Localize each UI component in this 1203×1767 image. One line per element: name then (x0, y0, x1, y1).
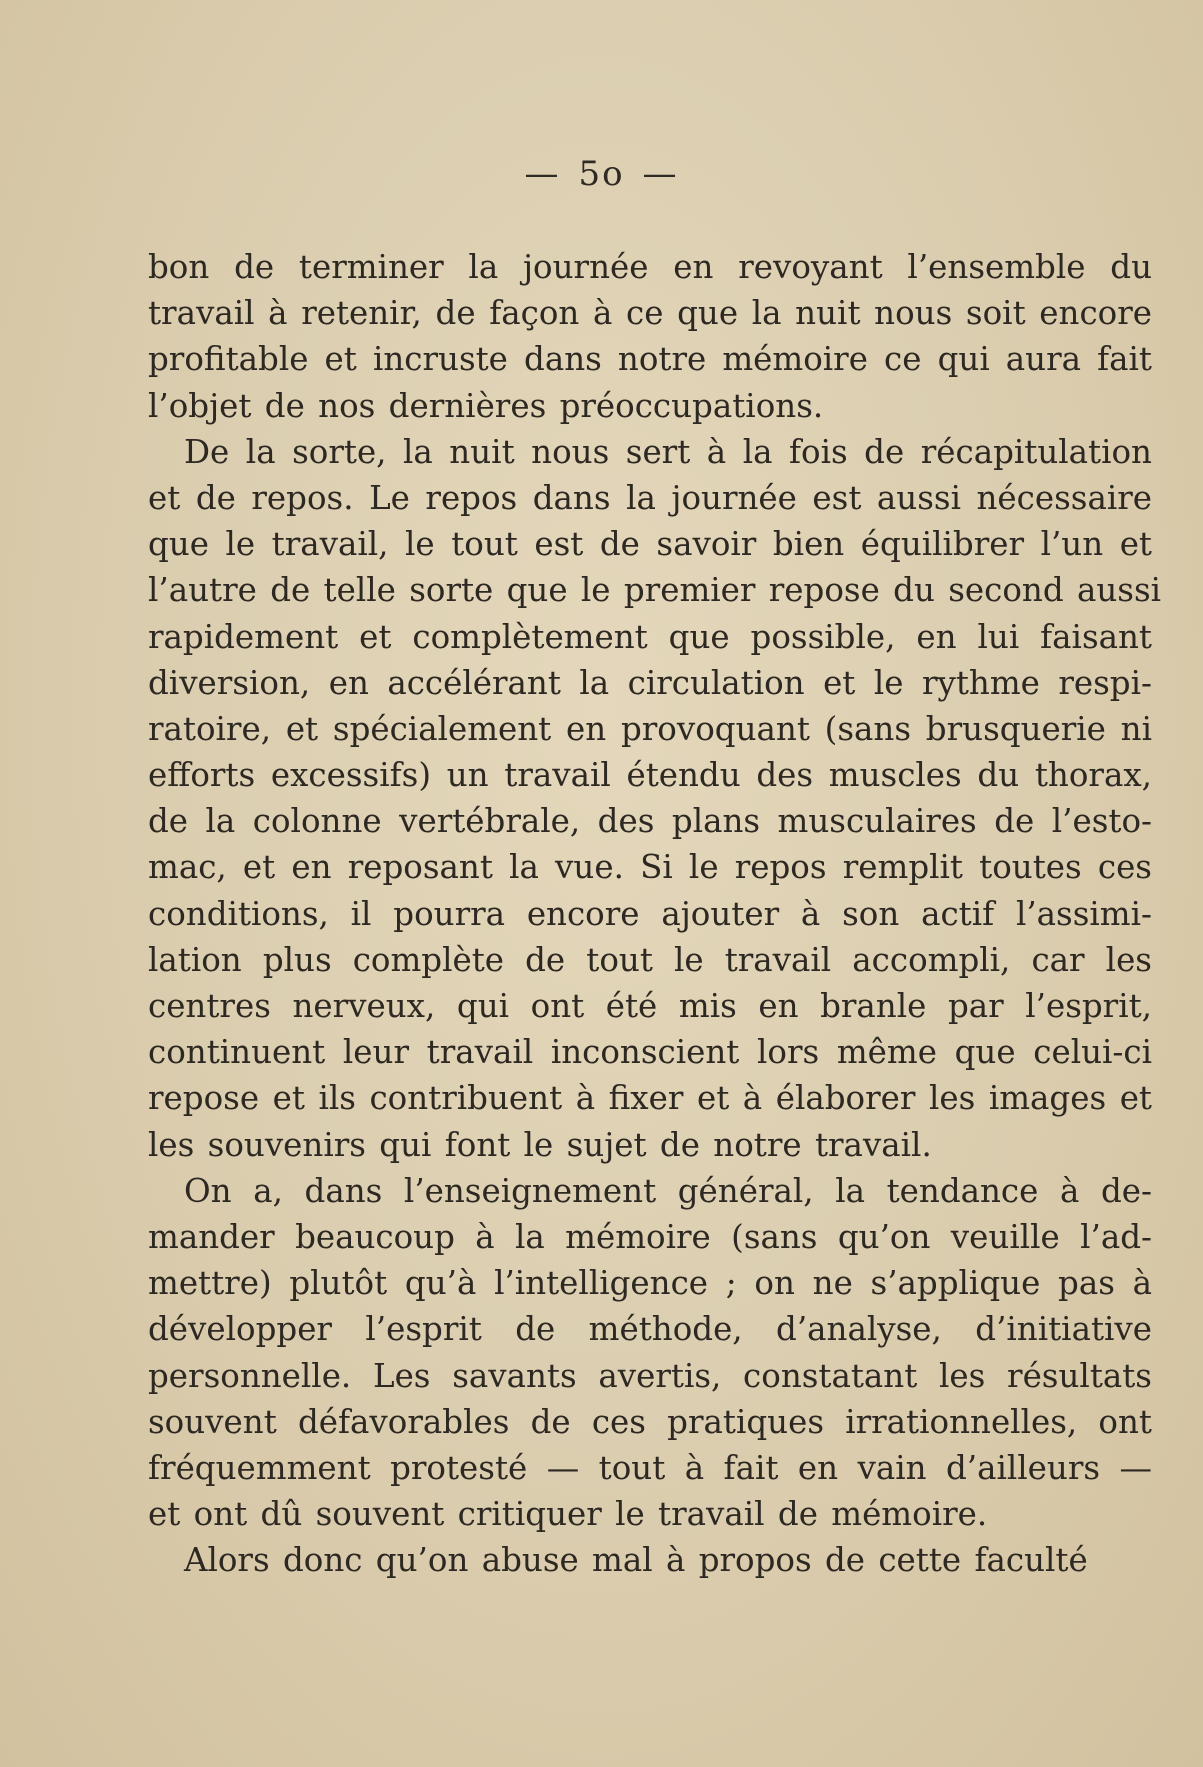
text-line: centres nerveux, qui ont été mis en branle par l’esprit, (148, 987, 1152, 1025)
page-number: 5o (578, 154, 625, 194)
text-line: On a, dans l’enseignement général, la tendance à de- (184, 1171, 1152, 1210)
dash-left: — (524, 154, 561, 194)
text-line: rapidement et complètement que possible, en lui faisant (148, 617, 1152, 656)
text-line: et de repos. Le repos dans la journée est aussi nécessaire (148, 478, 1152, 517)
text-line: profitable et incruste dans notre mémoire ce qui aura fait (148, 340, 1152, 379)
text-line: Alors donc qu’on abuse mal à propos de cette faculté (184, 1541, 1088, 1580)
text-line: l’objet de nos dernières préoccupations. (148, 386, 824, 425)
text-line: l’autre de telle sorte que le premier repose du second aussi (148, 571, 1162, 610)
text-line: lation plus complète de tout le travail accompli, car les (148, 940, 1152, 979)
text-line: travail à retenir, de façon à ce que la nuit nous soit encore (148, 294, 1152, 333)
text-line: que le travail, le tout est de savoir bien équilibrer l’un et (148, 525, 1152, 564)
text-line: de la colonne vertébrale, des plans musculaires de l’esto- (148, 802, 1152, 841)
text-line: mac, et en reposant la vue. Si le repos remplit toutes ces (148, 848, 1152, 887)
text-line: repose et ils contribuent à fixer et à élaborer les images et (148, 1079, 1152, 1118)
text-line: ratoire, et spécialement en provoquant (sans brusquerie ni (148, 709, 1152, 748)
paragraph (148, 429, 1162, 1168)
dash-right: — (642, 154, 679, 194)
text-line: conditions, il pourra encore ajouter à son actif l’assimi- (148, 894, 1152, 933)
text-line: fréquemment protesté — tout à fait en vain d’ailleurs — (148, 1448, 1152, 1487)
text-line: diversion, en accélérant la circulation et le rythme respi- (148, 663, 1152, 702)
text-line: souvent défavorables de ces pratiques irrationnelles, ont (148, 1402, 1152, 1441)
text-line: bon de terminer la journée en revoyant l’ensemble du (148, 248, 1152, 286)
text-line: efforts excessifs) un travail étendu des muscles du thorax, (148, 756, 1152, 795)
text-line: continuent leur travail inconscient lors même que celui-ci (148, 1033, 1152, 1072)
page-number-header (0, 154, 1203, 194)
text-line: et ont dû souvent critiquer le travail de mémoire. (148, 1495, 988, 1534)
text-line: les souvenirs qui font le sujet de notre travail. (148, 1125, 932, 1164)
text-line: mander beaucoup à la mémoire (sans qu’on veuille l’ad- (148, 1217, 1152, 1256)
text-line: personnelle. Les savants avertis, constatant les résultats (148, 1356, 1152, 1395)
text-line: développer l’esprit de méthode, d’analyse, d’initiative (148, 1310, 1152, 1349)
text-line: De la sorte, la nuit nous sert à la fois de récapitulation (184, 432, 1152, 471)
paragraph (148, 1168, 1152, 1538)
body-text (148, 244, 1162, 1583)
text-line: mettre) plutôt qu’à l’intelligence ; on ne s’applique pas à (148, 1264, 1152, 1303)
paragraph (148, 244, 1152, 429)
paragraph (148, 1537, 1152, 1583)
